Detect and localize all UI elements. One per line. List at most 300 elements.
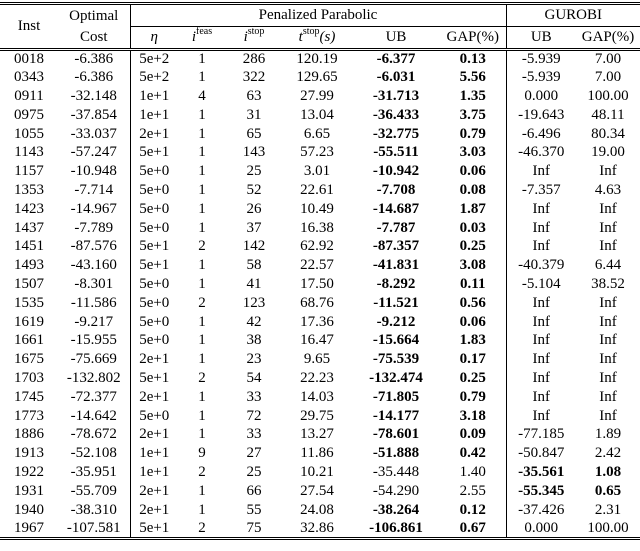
- cell-eta: 2e+1: [130, 482, 178, 501]
- cell-optimal-cost: -15.955: [70, 332, 117, 349]
- cell-istop: 66: [246, 482, 262, 499]
- cell-pp-gap: 0.13: [459, 51, 486, 68]
- cell-pp-ub: -11.521: [373, 294, 419, 311]
- cell-inst: 1675: [14, 351, 44, 368]
- cell-istop: 37: [246, 219, 262, 236]
- cell-tstop: 22.57: [300, 257, 334, 274]
- cell-inst: 1745: [14, 388, 44, 405]
- cell-pp-gap: 0.06: [459, 163, 486, 180]
- cell-inst: 1535: [14, 294, 44, 311]
- cell-gurobi-ub: -37.426: [506, 501, 576, 520]
- cell-inst: 1703: [14, 369, 44, 386]
- cell-eta: 5e+0: [130, 313, 178, 332]
- cell-optimal-cost: -32.148: [70, 87, 117, 104]
- cell-eta: 5e+0: [130, 407, 178, 426]
- cell-eta: 1e+1: [130, 87, 178, 106]
- cell-optimal-cost: -7.714: [74, 181, 114, 198]
- cell-istop: 25: [246, 463, 262, 480]
- cell-pp-gap: 1.40: [459, 463, 486, 480]
- cell-gurobi-gap: Inf: [599, 332, 617, 349]
- table-row: [0, 87, 640, 106]
- cell-gurobi-ub: -46.370: [506, 143, 576, 162]
- cell-inst: 1773: [14, 407, 44, 424]
- cell-inst: 0018: [14, 51, 44, 68]
- cell-inst: 1423: [14, 200, 44, 217]
- cell-optimal-cost: -72.377: [70, 388, 117, 405]
- cell-gurobi-ub: Inf: [506, 313, 576, 332]
- cell-pp-ub: -36.433: [372, 106, 420, 123]
- cell-istop: 55: [246, 501, 262, 518]
- cell-eta: 5e+0: [130, 275, 178, 294]
- table-row: [0, 125, 640, 144]
- cell-tstop: 17.36: [300, 313, 334, 330]
- cell-optimal-cost: -7.789: [74, 219, 114, 236]
- cell-pp-gap: 0.03: [459, 219, 486, 236]
- col-header-pp-ub: UB: [352, 27, 440, 50]
- cell-pp-gap: 1.83: [459, 332, 486, 349]
- cell-pp-ub: -87.357: [372, 238, 420, 255]
- cell-gurobi-ub: -5.104: [506, 275, 576, 294]
- cell-inst: 1619: [14, 313, 44, 330]
- cell-istop: 143: [242, 144, 266, 161]
- table-row: [0, 68, 640, 87]
- cell-optimal-cost: -37.854: [70, 106, 117, 123]
- cell-gurobi-ub: Inf: [506, 162, 576, 181]
- cell-istop: 25: [246, 163, 262, 180]
- cell-ifeas: 1: [198, 51, 206, 68]
- cell-eta: 2e+1: [130, 350, 178, 369]
- cell-gurobi-gap: 100.00: [587, 87, 629, 104]
- cell-pp-ub: -32.775: [372, 125, 420, 142]
- cell-optimal-cost: -38.310: [70, 501, 117, 518]
- cell-istop: 142: [242, 238, 266, 255]
- cell-ifeas: 1: [198, 219, 206, 236]
- cell-istop: 41: [246, 275, 262, 292]
- cell-gurobi-ub: -55.345: [506, 482, 576, 501]
- cell-pp-ub: -71.805: [372, 388, 420, 405]
- cell-tstop: 9.65: [303, 351, 331, 368]
- cell-inst: 1507: [14, 275, 44, 292]
- cell-tstop: 10.49: [300, 200, 334, 217]
- cell-tstop: 6.65: [303, 125, 331, 142]
- cell-gurobi-ub: -77.185: [506, 425, 576, 444]
- cell-optimal-cost: -57.247: [70, 144, 117, 161]
- col-header-pp-gap: GAP(%): [440, 27, 506, 50]
- cell-optimal-cost: -43.160: [70, 257, 117, 274]
- cell-inst: 1931: [14, 482, 44, 499]
- table-header: [0, 4, 640, 50]
- col-header-tstop: $t^{stop}(s)$: [282, 27, 352, 50]
- cell-tstop: 27.54: [300, 482, 334, 499]
- col-header-optimal-cost: [58, 4, 130, 50]
- cell-pp-ub: -9.212: [376, 313, 416, 330]
- cell-gurobi-gap: Inf: [599, 219, 617, 236]
- cell-ifeas: 1: [198, 125, 206, 142]
- cell-eta: 5e+0: [130, 162, 178, 181]
- table-row: [0, 181, 640, 200]
- cell-pp-ub: -54.290: [372, 482, 420, 499]
- cell-istop: 72: [246, 407, 262, 424]
- table-row: [0, 162, 640, 181]
- cell-gurobi-gap: 7.00: [594, 51, 622, 68]
- table-row: [0, 275, 640, 294]
- table-row: [0, 350, 640, 369]
- cell-eta: 2e+1: [130, 388, 178, 407]
- cell-ifeas: 1: [198, 275, 206, 292]
- cell-istop: 58: [246, 257, 262, 274]
- cell-gurobi-ub: -50.847: [506, 444, 576, 463]
- cell-pp-gap: 1.35: [459, 87, 486, 104]
- cell-ifeas: 1: [198, 69, 206, 86]
- col-header-gurobi-ub: UB: [506, 27, 576, 50]
- cell-ifeas: 1: [198, 482, 206, 499]
- cell-gurobi-ub: Inf: [506, 369, 576, 388]
- cell-gurobi-ub: -40.379: [506, 256, 576, 275]
- cell-ifeas: 1: [198, 257, 206, 274]
- cell-inst: 1493: [14, 257, 44, 274]
- cell-pp-gap: 3.75: [459, 106, 486, 123]
- cell-eta: 1e+1: [130, 444, 178, 463]
- cell-gurobi-gap: Inf: [599, 163, 617, 180]
- cell-inst: 1451: [14, 238, 44, 255]
- cell-inst: 1940: [14, 501, 44, 518]
- cell-eta: 5e+1: [130, 369, 178, 388]
- table-row: [0, 200, 640, 219]
- table-row: [0, 519, 640, 538]
- cell-ifeas: 2: [198, 463, 206, 480]
- cell-eta: 2e+1: [130, 125, 178, 144]
- cell-ifeas: 1: [198, 501, 206, 518]
- cell-eta: 5e+1: [130, 519, 178, 538]
- cell-istop: 65: [246, 125, 262, 142]
- cell-gurobi-gap: 38.52: [591, 275, 625, 292]
- cell-pp-ub: -106.861: [352, 519, 440, 538]
- cell-gurobi-gap: 6.44: [594, 257, 622, 274]
- cell-pp-ub: -35.448: [372, 463, 420, 480]
- cell-gurobi-ub: -35.561: [506, 463, 576, 482]
- cell-gurobi-gap: 0.65: [594, 482, 622, 499]
- cell-pp-gap: 5.56: [459, 69, 486, 86]
- cell-gurobi-gap: Inf: [599, 388, 617, 405]
- cell-ifeas: 1: [198, 313, 206, 330]
- cell-gurobi-gap: 7.00: [594, 69, 622, 86]
- cell-tstop: 22.61: [300, 181, 334, 198]
- cell-eta: 5e+0: [130, 181, 178, 200]
- cell-tstop: 27.99: [300, 87, 334, 104]
- table-row: [0, 482, 640, 501]
- cell-gurobi-ub: -6.496: [506, 125, 576, 144]
- cell-pp-ub: -78.601: [372, 426, 420, 443]
- cell-pp-ub: -6.031: [376, 69, 416, 86]
- cell-ifeas: 2: [178, 519, 226, 538]
- cell-tstop: 16.38: [300, 219, 334, 236]
- cell-inst: 1055: [14, 125, 44, 142]
- cell-eta: 1e+1: [130, 463, 178, 482]
- col-header-gurobi-gap: GAP(%): [576, 27, 640, 50]
- cell-pp-gap: 0.56: [459, 294, 486, 311]
- cell-pp-ub: -6.377: [376, 51, 416, 68]
- cell-inst: 1661: [14, 332, 44, 349]
- table-row: [0, 313, 640, 332]
- table-row: [0, 331, 640, 350]
- table-row: [0, 501, 640, 520]
- cell-pp-gap: 0.06: [459, 313, 486, 330]
- cell-pp-gap: 0.67: [440, 519, 506, 538]
- cell-gurobi-gap: 19.00: [591, 144, 625, 161]
- table-row: [0, 369, 640, 388]
- cell-optimal-cost: -11.586: [70, 294, 117, 311]
- col-header-ifeas: $i^{feas}$: [178, 27, 226, 50]
- cell-eta: 5e+1: [130, 237, 178, 256]
- cell-pp-gap: 0.09: [459, 426, 486, 443]
- cell-ifeas: 1: [198, 351, 206, 368]
- cell-gurobi-gap: Inf: [599, 369, 617, 386]
- cell-istop: 31: [246, 106, 262, 123]
- cell-inst: 1157: [14, 163, 44, 180]
- cell-gurobi-ub: Inf: [506, 200, 576, 219]
- cell-ifeas: 1: [198, 332, 206, 349]
- cell-optimal-cost: -75.669: [70, 351, 117, 368]
- cell-tstop: 68.76: [300, 294, 334, 311]
- cell-ifeas: 2: [198, 369, 206, 386]
- cell-istop: 75: [226, 519, 282, 538]
- optimal-label-line2: Cost: [79, 28, 108, 45]
- cell-pp-gap: 0.79: [459, 125, 486, 142]
- cell-gurobi-ub: Inf: [506, 237, 576, 256]
- cell-tstop: 14.03: [300, 388, 334, 405]
- cell-inst: 1967: [0, 519, 58, 538]
- cell-gurobi-ub: Inf: [506, 407, 576, 426]
- cell-gurobi-gap: 2.31: [594, 501, 622, 518]
- table-row: [0, 106, 640, 125]
- cell-ifeas: 1: [198, 144, 206, 161]
- cell-ifeas: 4: [198, 87, 206, 104]
- cell-pp-ub: -8.292: [376, 275, 416, 292]
- cell-pp-gap: 2.55: [459, 482, 486, 499]
- cell-pp-ub: -7.787: [376, 219, 416, 236]
- cell-pp-gap: 3.03: [459, 144, 486, 161]
- cell-tstop: 24.08: [300, 501, 334, 518]
- cell-eta: 5e+0: [130, 200, 178, 219]
- cell-eta: 5e+2: [130, 68, 178, 87]
- cell-pp-ub: -132.474: [369, 369, 423, 386]
- cell-istop: 38: [246, 332, 262, 349]
- cell-gurobi-ub: -7.357: [506, 181, 576, 200]
- cell-optimal-cost: -107.581: [58, 519, 130, 538]
- cell-tstop: 57.23: [300, 144, 334, 161]
- cell-gurobi-ub: Inf: [506, 331, 576, 350]
- cell-optimal-cost: -87.576: [70, 238, 117, 255]
- cell-inst: 0975: [14, 106, 44, 123]
- table-row: [0, 256, 640, 275]
- cell-gurobi-ub: Inf: [506, 388, 576, 407]
- cell-gurobi-ub: Inf: [506, 350, 576, 369]
- cell-istop: 123: [242, 294, 266, 311]
- cell-pp-ub: -38.264: [372, 501, 420, 518]
- cell-optimal-cost: -10.948: [70, 163, 117, 180]
- cell-istop: 33: [246, 388, 262, 405]
- header-group-row: [0, 4, 640, 27]
- cell-pp-ub: -14.687: [372, 200, 420, 217]
- cell-ifeas: 2: [198, 238, 206, 255]
- table-row: [0, 463, 640, 482]
- cell-eta: 2e+1: [130, 501, 178, 520]
- table-row: [0, 143, 640, 162]
- cell-tstop: 10.21: [300, 463, 334, 480]
- results-table: [0, 2, 640, 540]
- col-header-istop: $i^{stop}$: [226, 27, 282, 50]
- cell-optimal-cost: -35.951: [70, 463, 117, 480]
- cell-optimal-cost: -52.108: [70, 445, 117, 462]
- cell-ifeas: 2: [198, 294, 206, 311]
- cell-optimal-cost: -14.967: [70, 200, 117, 217]
- cell-istop: 33: [246, 426, 262, 443]
- cell-ifeas: 1: [198, 163, 206, 180]
- table-row: [0, 407, 640, 426]
- cell-gurobi-gap: Inf: [599, 294, 617, 311]
- cell-pp-gap: 0.79: [459, 388, 486, 405]
- cell-optimal-cost: -8.301: [74, 275, 114, 292]
- cell-eta: 1e+1: [130, 106, 178, 125]
- cell-gurobi-gap: 80.34: [591, 125, 625, 142]
- cell-pp-ub: -7.708: [376, 181, 416, 198]
- cell-inst: 0343: [14, 69, 44, 86]
- cell-optimal-cost: -9.217: [74, 313, 114, 330]
- cell-pp-gap: 3.08: [459, 257, 486, 274]
- cell-tstop: 120.19: [296, 51, 338, 68]
- cell-inst: 1913: [14, 445, 44, 462]
- cell-istop: 27: [246, 445, 262, 462]
- cell-pp-gap: 0.17: [459, 351, 486, 368]
- cell-istop: 286: [242, 51, 266, 68]
- cell-inst: 0911: [14, 87, 44, 104]
- cell-tstop: 29.75: [300, 407, 334, 424]
- cell-pp-gap: 0.25: [459, 369, 486, 386]
- cell-istop: 63: [246, 87, 262, 104]
- cell-inst: 1922: [14, 463, 44, 480]
- table-row: [0, 294, 640, 313]
- cell-tstop: 16.47: [300, 332, 334, 349]
- cell-gurobi-gap: 100.00: [576, 519, 640, 538]
- cell-ifeas: 1: [198, 106, 206, 123]
- cell-gurobi-ub: -5.939: [506, 50, 576, 69]
- group-header-penalized-parabolic: Penalized Parabolic: [130, 4, 506, 27]
- cell-eta: 5e+0: [130, 331, 178, 350]
- cell-istop: 23: [246, 351, 262, 368]
- cell-pp-gap: 0.25: [459, 238, 486, 255]
- cell-optimal-cost: -6.386: [74, 69, 114, 86]
- cell-tstop: 13.04: [300, 106, 334, 123]
- cell-pp-ub: -14.177: [372, 407, 420, 424]
- cell-pp-gap: 0.08: [459, 181, 486, 198]
- col-header-inst: Inst: [0, 4, 58, 50]
- cell-istop: 26: [246, 200, 262, 217]
- cell-tstop: 32.86: [282, 519, 352, 538]
- cell-eta: 5e+0: [130, 294, 178, 313]
- cell-gurobi-ub: -19.643: [506, 106, 576, 125]
- cell-optimal-cost: -33.037: [70, 125, 117, 142]
- cell-gurobi-gap: Inf: [599, 200, 617, 217]
- cell-gurobi-gap: Inf: [599, 313, 617, 330]
- cell-pp-gap: 0.11: [460, 275, 486, 292]
- cell-gurobi-gap: 1.89: [594, 426, 622, 443]
- cell-eta: 2e+1: [130, 425, 178, 444]
- table-row: [0, 425, 640, 444]
- cell-gurobi-gap: 4.63: [594, 181, 622, 198]
- cell-gurobi-gap: 48.11: [591, 106, 625, 123]
- cell-ifeas: 1: [198, 407, 206, 424]
- cell-ifeas: 1: [198, 426, 206, 443]
- cell-pp-ub: -75.539: [372, 351, 420, 368]
- cell-eta: 5e+2: [130, 50, 178, 69]
- cell-gurobi-ub: -5.939: [506, 68, 576, 87]
- cell-tstop: 3.01: [303, 163, 331, 180]
- cell-pp-ub: -15.664: [372, 332, 420, 349]
- cell-eta: 5e+0: [130, 219, 178, 238]
- cell-inst: 1353: [14, 181, 44, 198]
- table-row: [0, 388, 640, 407]
- cell-gurobi-ub: Inf: [506, 294, 576, 313]
- table-row: [0, 50, 640, 69]
- cell-inst: 1886: [14, 426, 44, 443]
- cell-tstop: 17.50: [300, 275, 334, 292]
- cell-istop: 54: [246, 369, 262, 386]
- table-row: [0, 237, 640, 256]
- cell-istop: 322: [242, 69, 266, 86]
- cell-gurobi-ub: 0.000: [506, 519, 576, 538]
- cell-gurobi-gap: Inf: [599, 407, 617, 424]
- cell-optimal-cost: -132.802: [66, 369, 121, 386]
- cell-gurobi-gap: 2.42: [594, 445, 622, 462]
- cell-pp-ub: -51.888: [372, 445, 420, 462]
- table-body: [0, 50, 640, 539]
- cell-tstop: 22.23: [300, 369, 334, 386]
- cell-tstop: 129.65: [296, 69, 338, 86]
- cell-optimal-cost: -14.642: [70, 407, 117, 424]
- cell-optimal-cost: -78.672: [70, 426, 117, 443]
- cell-pp-gap: 1.87: [459, 200, 486, 217]
- cell-eta: 5e+1: [130, 256, 178, 275]
- table-row: [0, 219, 640, 238]
- cell-optimal-cost: -6.386: [74, 51, 114, 68]
- cell-ifeas: 9: [198, 445, 206, 462]
- group-header-gurobi: GUROBI: [506, 4, 640, 27]
- cell-inst: 1143: [14, 144, 44, 161]
- cell-istop: 52: [246, 181, 262, 198]
- cell-pp-ub: -55.511: [373, 144, 419, 161]
- cell-gurobi-gap: Inf: [599, 238, 617, 255]
- cell-gurobi-gap: Inf: [599, 351, 617, 368]
- col-header-eta: η: [130, 27, 178, 50]
- cell-ifeas: 1: [198, 388, 206, 405]
- cell-inst: 1437: [14, 219, 44, 236]
- cell-pp-ub: -31.713: [372, 87, 420, 104]
- cell-gurobi-gap: 1.08: [594, 463, 622, 480]
- cell-pp-ub: -10.942: [372, 163, 420, 180]
- cell-gurobi-ub: 0.000: [506, 87, 576, 106]
- optimal-label-line1: Optimal: [69, 7, 119, 24]
- cell-istop: 42: [246, 313, 262, 330]
- cell-pp-gap: 3.18: [459, 407, 486, 424]
- cell-tstop: 11.86: [300, 445, 334, 462]
- cell-ifeas: 1: [198, 200, 206, 217]
- cell-optimal-cost: -55.709: [70, 482, 117, 499]
- cell-tstop: 13.27: [300, 426, 334, 443]
- cell-tstop: 62.92: [300, 238, 334, 255]
- cell-pp-ub: -41.831: [372, 257, 420, 274]
- table-row: [0, 444, 640, 463]
- cell-eta: 5e+1: [130, 143, 178, 162]
